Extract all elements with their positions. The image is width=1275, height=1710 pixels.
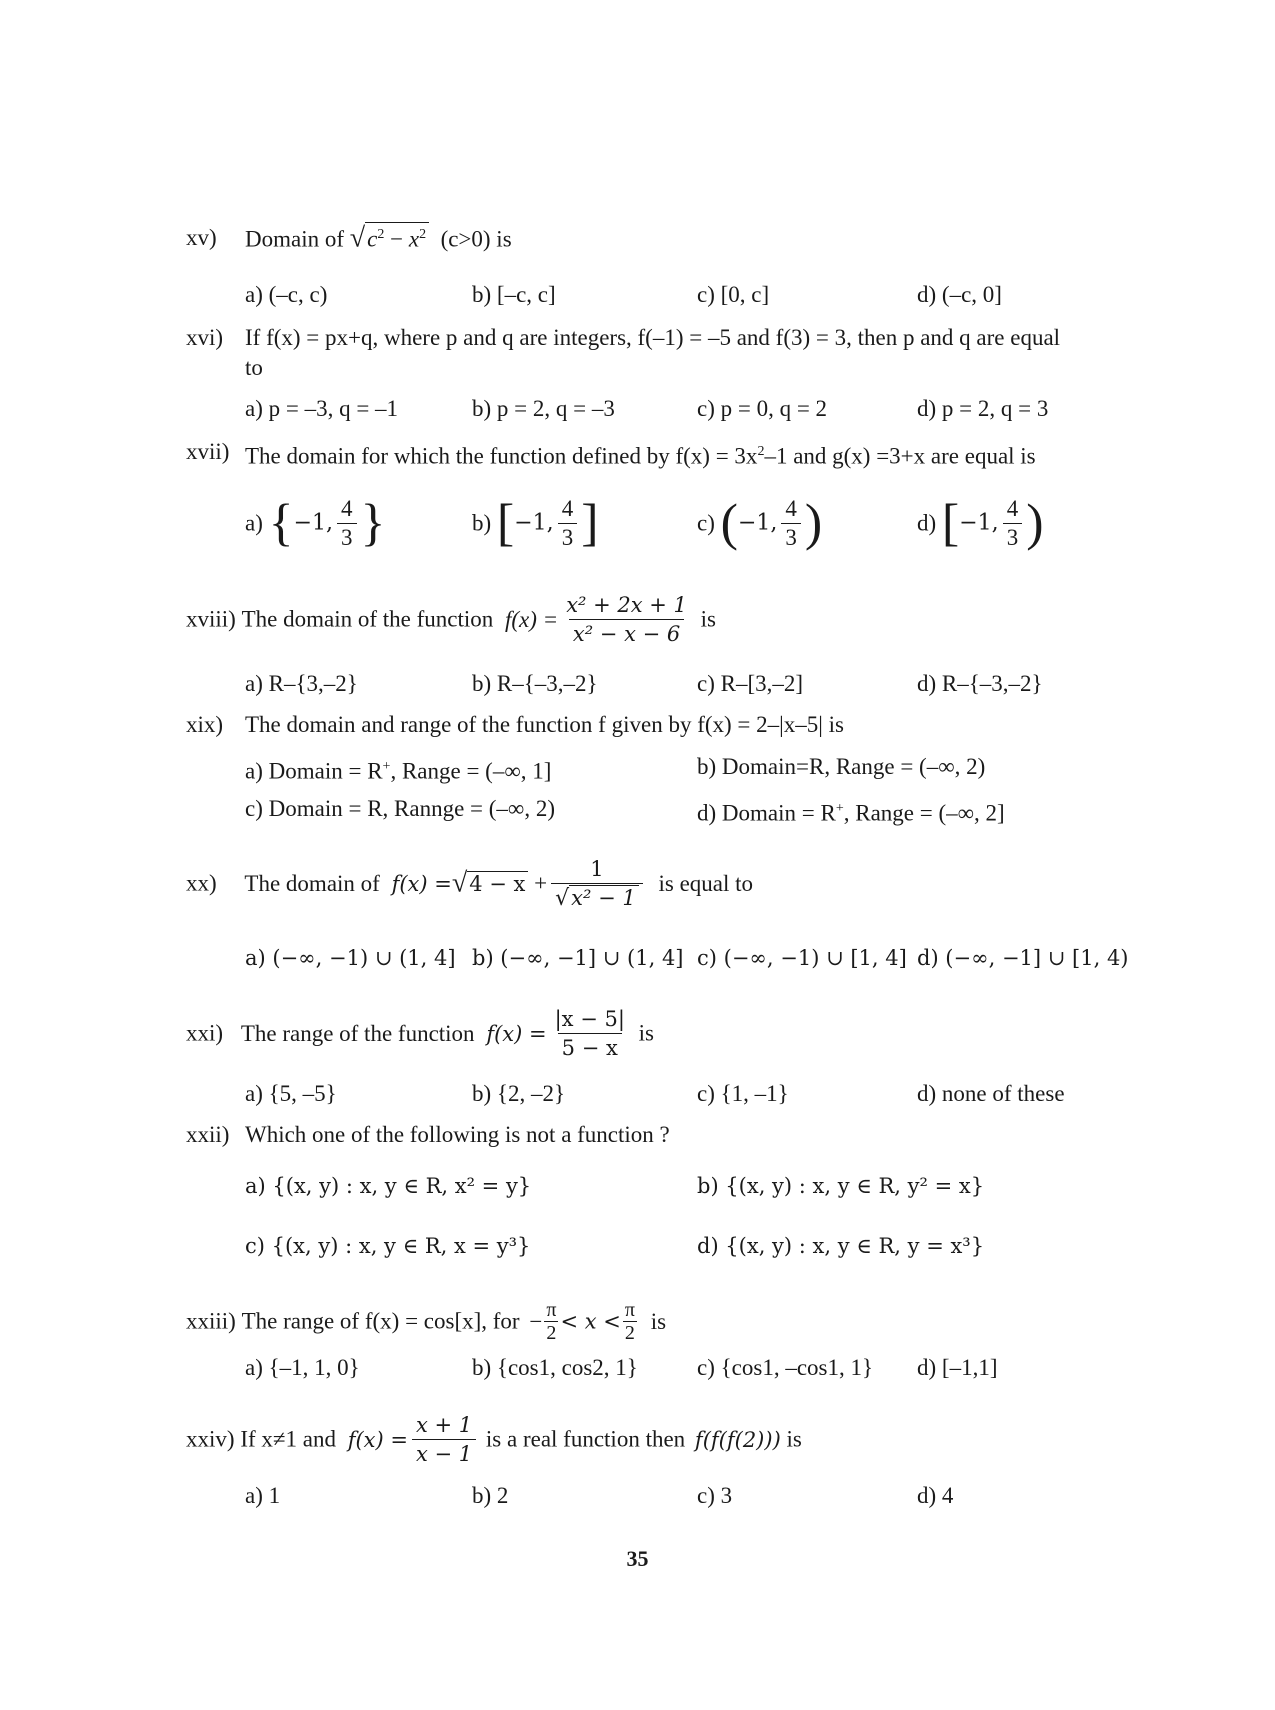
option-c: c) p = 0, q = 2 bbox=[697, 396, 828, 421]
option-b: b) [−1, $\frac{4}{3}$ ] bbox=[472, 494, 599, 552]
option-a: a) R–{3,–2} bbox=[245, 671, 358, 696]
question-21: xxi) The range of the function f(x) = $\frac{|x - 5|}{5 - x}$ is bbox=[186, 1007, 654, 1061]
option-b: b) [–c, c] bbox=[472, 282, 556, 307]
option-d: d) (−∞, −1] ∪ [1, 4) bbox=[917, 946, 1129, 970]
option-b: b) {cos1, cos2, 1} bbox=[472, 1355, 638, 1380]
option-c: c) {1, –1} bbox=[697, 1081, 789, 1106]
question-16-stem: If f(x) = px+q, where p and q are integers, f(–1) = –5 and f(3) = 3, then p and q are equal bbox=[245, 325, 1061, 350]
question-16: xvi) bbox=[186, 325, 224, 350]
option-d: d) p = 2, q = 3 bbox=[917, 396, 1049, 421]
option-c: c) Domain = R, Rannge = (–∞, 2) bbox=[245, 796, 555, 821]
option-a: a) (–c, c) bbox=[245, 282, 328, 307]
option-a: a) {(x, y) : x, y ∈ R, x² = y} bbox=[245, 1174, 532, 1198]
question-15-stem: Domain of $√c^2 - x^2$ (c>0) is bbox=[245, 222, 512, 254]
option-a: a) 1 bbox=[245, 1483, 281, 1508]
question-22-stem: Which one of the following is not a function ? bbox=[245, 1122, 670, 1147]
sqrt-expression: $c^2 - x^2$ bbox=[365, 222, 429, 252]
option-b: b) 2 bbox=[472, 1483, 509, 1508]
question-19: xix) bbox=[186, 712, 224, 737]
option-d: d) none of these bbox=[917, 1081, 1065, 1106]
option-d: d) (–c, 0] bbox=[917, 282, 1002, 307]
option-d: d) [–1,1] bbox=[917, 1355, 998, 1380]
option-d: d) 4 bbox=[917, 1483, 954, 1508]
option-c: c) (−∞, −1) ∪ [1, 4] bbox=[697, 946, 907, 970]
question-number: xv) bbox=[186, 225, 217, 250]
question-23: xxiii) The range of f(x) = cos[x], for − $\frac{\pi}{2}$ < x < $\frac{\pi}{2}$ is bbox=[186, 1299, 667, 1345]
option-c: c) [0, c] bbox=[697, 282, 770, 307]
question-17: xvii) bbox=[186, 439, 230, 464]
question-20: xx) The domain of f(x) =√4 − x + $\frac{1}{\text{√x² − 1}}$ is equal to bbox=[186, 856, 754, 911]
option-b: b) (−∞, −1] ∪ (1, 4] bbox=[472, 946, 684, 970]
question-19-stem: The domain and range of the function f given by f(x) = 2–|x–5| is bbox=[245, 712, 844, 737]
option-b: b) Domain=R, Range = (–∞, 2) bbox=[697, 754, 986, 779]
option-a: a) {5, –5} bbox=[245, 1081, 337, 1106]
question-22: xxii) bbox=[186, 1122, 230, 1147]
page-number: 35 bbox=[626, 1546, 649, 1571]
option-b: b) p = 2, q = –3 bbox=[472, 396, 615, 421]
option-a: a) {–1, 1, 0} bbox=[245, 1355, 360, 1380]
option-a: a) {−1, $\frac{4}{3}$ } bbox=[245, 494, 386, 552]
option-b: b) R–{–3,–2} bbox=[472, 671, 598, 696]
option-d: d) [−1, $\frac{4}{3}$ ) bbox=[917, 494, 1044, 552]
option-b: b) {2, –2} bbox=[472, 1081, 565, 1106]
option-c: c) {cos1, –cos1, 1} bbox=[697, 1355, 874, 1380]
option-d: d) {(x, y) : x, y ∈ R, y = x³} bbox=[697, 1234, 985, 1258]
question-18: xviii) The domain of the function f(x) = $\frac{\text{x² + 2x + 1}}{\text{x² − x − 6}}$ is bbox=[186, 593, 717, 647]
question-16-stem-cont: to bbox=[245, 355, 263, 380]
stem-text: Domain of bbox=[245, 226, 345, 252]
question-15 bbox=[186, 224, 217, 252]
option-c: c) {(x, y) : x, y ∈ R, x = y³} bbox=[245, 1234, 531, 1258]
option-d: d) R–{–3,–2} bbox=[917, 671, 1043, 696]
option-c: c) 3 bbox=[697, 1483, 733, 1508]
stem-text: (c>0) is bbox=[440, 226, 512, 252]
option-a: a) Domain = R+, Range = (–∞, 1] bbox=[245, 758, 552, 784]
option-a: a) p = –3, q = –1 bbox=[245, 396, 399, 421]
option-b: b) {(x, y) : x, y ∈ R, y² = x} bbox=[697, 1174, 985, 1198]
question-24: xxiv) If x≠1 and f(x) = $\frac{x + 1}{x - 1}$ is a real function then f(f(f(2))) is bbox=[186, 1413, 802, 1467]
option-a: a) (−∞, −1) ∪ (1, 4] bbox=[245, 946, 456, 970]
question-17-stem: The domain for which the function defined by $f(x) = 3x^2-1$ and g(x) =3+x are equal is bbox=[245, 443, 1036, 469]
option-c: c) (−1, $\frac{4}{3}$ ) bbox=[697, 494, 823, 552]
option-d: d) Domain = R+, Range = (–∞, 2] bbox=[697, 800, 1005, 826]
option-c: c) R–[3,–2] bbox=[697, 671, 804, 696]
